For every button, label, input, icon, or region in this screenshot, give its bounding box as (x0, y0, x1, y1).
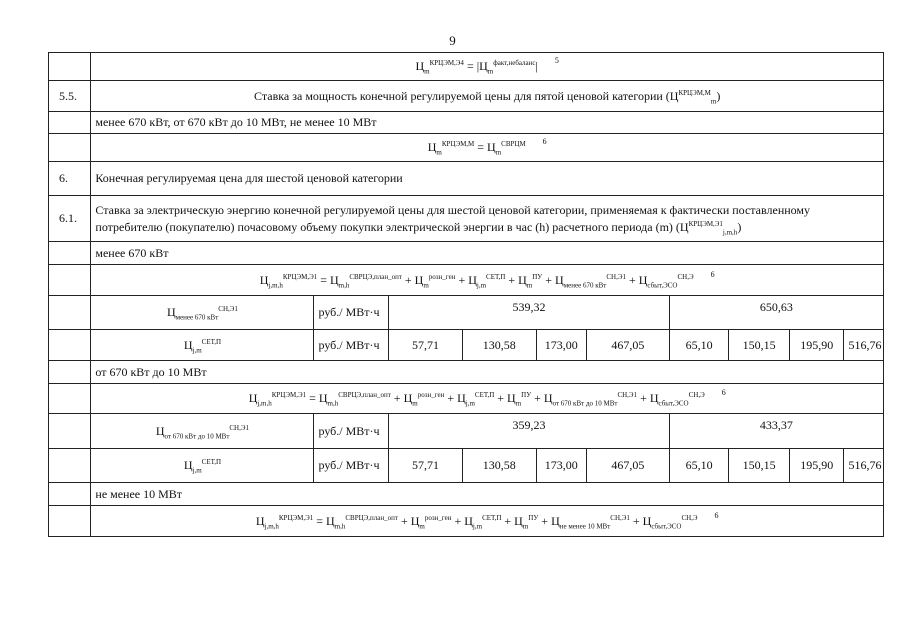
tariff-table (48, 52, 884, 537)
row-number: 6. (49, 162, 91, 196)
value-cell: 516,76 (844, 330, 884, 361)
page-number: 9 (449, 33, 456, 48)
band-row-3 (49, 483, 884, 506)
formula-top: $Ц_m^{КРЦЭМ,Э4} = |Ц_m^{факт,небаланс}|$ $^5$ (91, 53, 884, 81)
row-label: $Ц_{j,m}^{СЕТ,П}$ (91, 449, 314, 483)
row-6 (49, 162, 884, 196)
row-5-5 (49, 81, 884, 112)
formula-band-2: $Ц_{j,m,h}^{КРЦЭМ,Э1} = Ц_{m,h}^{СВРЦЭ,план\_опт} + Ц_m^{розн\_ген} + Ц_{j,m}^{СЕТ,П} + Ц_m^{ПУ} + Ц_{от 670 кВт до 10 МВт}^{СН,Э1} + Ц_{сбыт,ЭСО}^{СН,Э}$ $^6$ (91, 384, 884, 414)
band-text: менее 670 кВт, от 670 кВт до 10 МВт, не менее 10 МВт (91, 112, 884, 134)
formula-5-5: $Ц_m^{КРЦЭМ,М} = Ц_m^{СВРЦМ}$ $^6$ (91, 134, 884, 162)
row-5-5-bands (49, 112, 884, 134)
table-row (49, 449, 884, 483)
footnote-ref: 5 (554, 56, 559, 65)
value-cell: 195,90 (789, 330, 844, 361)
unit-cell: руб./ МВт·ч (314, 296, 389, 330)
band-label: от 670 кВт до 10 МВт (91, 361, 884, 384)
band-row-1 (49, 242, 884, 265)
unit-cell: руб./ МВт·ч (314, 449, 389, 483)
row-title: Ставка за мощность конечной регулируемой цены для пятой ценовой категории $(Ц^{КРЦЭМ,М}_m)$ (91, 81, 884, 112)
value-cell: 130,58 (462, 449, 536, 483)
band-label: не менее 10 МВт (91, 483, 884, 506)
table-row (49, 414, 884, 449)
value-cell: 173,00 (536, 330, 586, 361)
value-cell: 65,10 (669, 449, 729, 483)
formula-band-1: $Ц_{j,m,h}^{КРЦЭМ,Э1} = Ц_{m,h}^{СВРЦЭ,план\_опт} + Ц_m^{розн\_ген} + Ц_{j,m}^{СЕТ,П} + Ц_m^{ПУ} + Ц_{менее 670 кВт}^{СН,Э1} + Ц_{сбыт,ЭСО}^{СН,Э}$ $^6$ (91, 265, 884, 296)
value-cell: 173,00 (536, 449, 586, 483)
footnote-ref: 6 (710, 269, 715, 279)
value-cell: 359,23 (389, 414, 670, 449)
formula-row-5-5 (49, 134, 884, 162)
value-cell: 195,90 (789, 449, 844, 483)
formula-row-band-3 (49, 506, 884, 537)
unit-cell: руб./ МВт·ч (314, 414, 389, 449)
row-title: Ставка за электрическую энергию конечной регулируемой цены для шестой ценовой категории, применяемая к фактически поставленному потребителю (покупателю) почасовому объему покупки электрической энергии в час (h) расчетного периода (m) $(Ц^{КРЦЭМ,Э1}_{j,m,h})$ (91, 196, 884, 242)
row-6-1 (49, 196, 884, 242)
footnote-ref: 6 (714, 510, 719, 520)
value-cell: 57,71 (389, 449, 463, 483)
value-cell: 57,71 (389, 330, 463, 361)
formula-band-3: $Ц_{j,m,h}^{КРЦЭМ,Э1} = Ц_{m,h}^{СВРЦЭ,план\_опт} + Ц_m^{розн\_ген} + Ц_{j,m}^{СЕТ,П} + Ц_m^{ПУ} + Ц_{не менее 10 МВт}^{СН,Э1} + Ц_{сбыт,ЭСО}^{СН,Э}$ $^6$ (91, 506, 884, 537)
row-number: 6.1. (49, 196, 91, 242)
value-cell: 150,15 (729, 449, 790, 483)
value-cell: 650,63 (669, 296, 883, 330)
band-label: менее 670 кВт (91, 242, 884, 265)
formula-row-band-1 (49, 265, 884, 296)
value-cell: 65,10 (669, 330, 729, 361)
formula-row-top (49, 53, 884, 81)
table-row (49, 296, 884, 330)
band-row-2 (49, 361, 884, 384)
row-title: Конечная регулируемая цена для шестой ценовой категории (91, 162, 884, 196)
row-label: $Ц_{менее 670 кВт}^{СН,Э1}$ (91, 296, 314, 330)
row-number: 5.5. (49, 81, 91, 112)
value-cell: 467,05 (587, 449, 670, 483)
formula-row-band-2 (49, 384, 884, 414)
row-label: $Ц_{j,m}^{СЕТ,П}$ (91, 330, 314, 361)
value-cell: 433,37 (669, 414, 883, 449)
footnote-ref: 6 (721, 388, 726, 397)
value-cell: 130,58 (462, 330, 536, 361)
value-cell: 539,32 (389, 296, 670, 330)
value-cell: 516,76 (844, 449, 884, 483)
value-cell: 467,05 (587, 330, 670, 361)
footnote-ref: 6 (542, 137, 547, 146)
row-label: $Ц_{от 670 кВт до 10 МВт}^{СН,Э1}$ (91, 414, 314, 449)
unit-cell: руб./ МВт·ч (314, 330, 389, 361)
table-row (49, 330, 884, 361)
value-cell: 150,15 (729, 330, 790, 361)
